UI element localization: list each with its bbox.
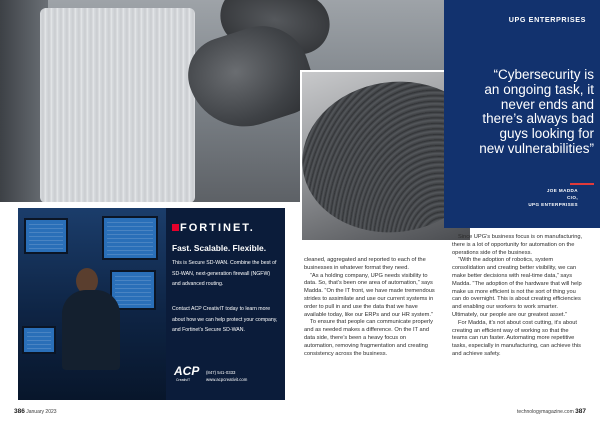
ad-body-1: This is Secure SD-WAN. Combine the best of SD-WAN, next-generation firewall (NGFW) and advanced routing.	[172, 260, 277, 287]
ad-body-2: Contact ACP CreativIT today to learn more about how we can help protect your company, and Fortinet’s Secure SD-WAN.	[172, 306, 278, 333]
laptop-screen	[22, 326, 56, 354]
fortinet-logo: FORTINET.	[172, 222, 255, 234]
article-paragraph: Since UPG’s business focus is on manufacturing, there is a lot of opportunity for automation on the operations side of the business.	[452, 234, 583, 256]
quote-author-company: UPG ENTERPRISES	[528, 202, 578, 207]
footer-left	[14, 408, 57, 415]
paper-roll	[40, 8, 195, 202]
ad-website-link[interactable]: www.acpcreativit.com	[206, 377, 248, 382]
quote-author-name: JOE MADDA	[546, 188, 578, 193]
issue-date: January 2023	[26, 409, 57, 415]
operator-body	[62, 290, 120, 370]
ad-headline: Fast. Scalable. Flexible.	[172, 243, 267, 253]
article-paragraph: “With the adoption of robotics, system consolidation and creating better visibility, we can make better decisions with real-time data,” says Madda. “The adoption of the hardware that will help make us more efficient is not the sort of thing you can do overnight. This is about creating efficiencies and enabling our workers to work smarter. Ultimately, our people are our greatest asset.”	[452, 257, 582, 318]
magazine-website[interactable]: technologymagazine.com	[517, 409, 574, 415]
acp-creativit-logo: ACP CreativIT	[174, 364, 200, 382]
fortinet-mark-icon	[172, 224, 179, 231]
quote-author-title: CIO,	[566, 195, 578, 200]
quote-divider	[570, 183, 594, 185]
pull-quote: “Cybersecurity is an ongoing task, it never ends and there’s always bad guys looking for new vulnerabilities”	[479, 67, 594, 156]
article-paragraph: cleaned, aggregated and reported to each of the businesses in whatever format they need.	[304, 257, 426, 271]
article-paragraph: For Madda, it’s not about cost cutting, it’s about creating an efficient way of working so that the teams can run faster. Automating more repetitive tasks, especially in manufacturing, can achieve this and achieve safety.	[452, 319, 581, 357]
article-paragraph: “As a holding company, UPG needs visibility to data. So, that’s been one area of automation,” says Madda. “On the IT front, we have made tremendous strides to assimilate and use our current systems in order to pull in and use the data that we have available today, like our ERPs and our HR system.”	[304, 272, 435, 318]
ad-phone: (847) 541-0333	[206, 370, 236, 375]
company-tag: UPG ENTERPRISES	[508, 15, 586, 24]
article-column-1	[304, 257, 436, 358]
article-paragraph: To ensure that people can communicate properly and as needed makes a difference. On the IT and data side, there’s been a heavy focus on automation, removing fragmentation and creating consistency across the business.	[304, 319, 433, 357]
monitor-right	[102, 216, 158, 260]
ad-photo-operator	[18, 208, 166, 400]
footer-right	[517, 408, 586, 415]
article-column-2	[452, 234, 584, 359]
page-number-right: 387	[575, 408, 586, 415]
monitor-left	[24, 218, 68, 254]
page-number-left: 386	[14, 408, 25, 415]
